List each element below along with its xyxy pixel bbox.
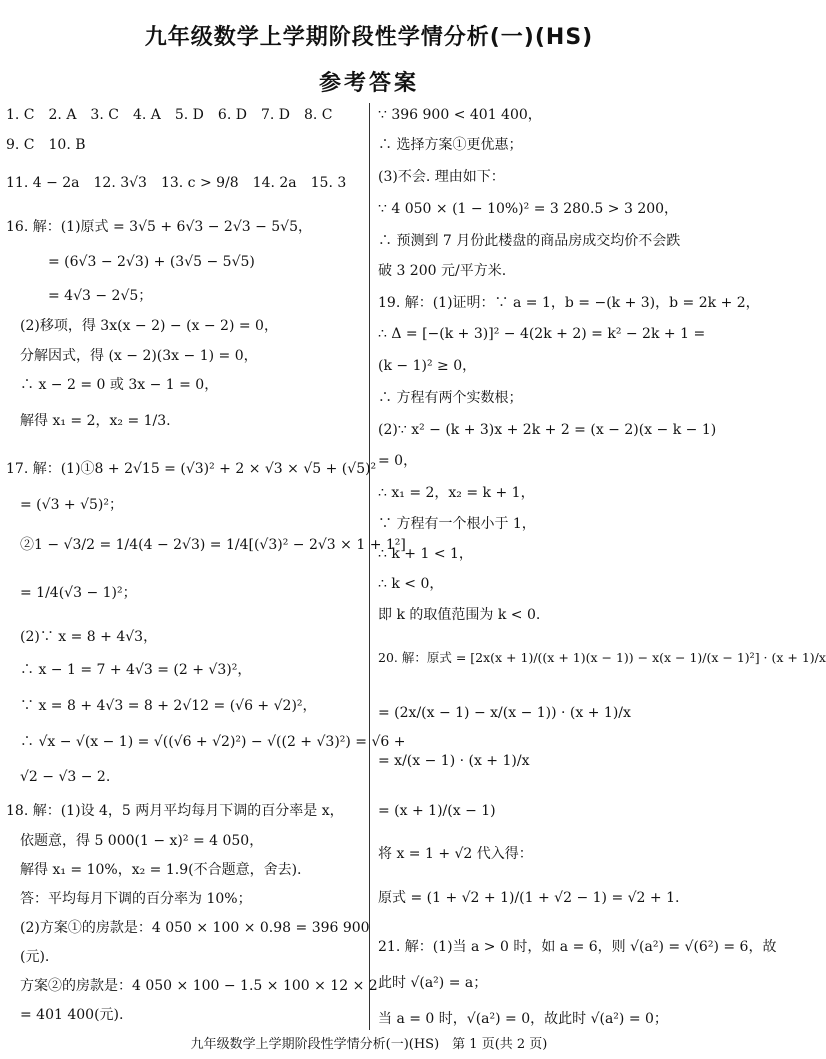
answer-line: 17. 解：(1)①8 + 2√15 = (√3)² + 2 × √3 × √5 + (√5)²: [6, 461, 377, 477]
answer-line: 原式 = (1 + √2 + 1)/(1 + √2 − 1) = √2 + 1.: [378, 890, 680, 906]
answer-line: 1. C 2. A 3. C 4. A 5. D 6. D 7. D 8. C: [6, 107, 333, 123]
answer-line: = 1/4(√3 − 1)²；: [6, 585, 137, 601]
answer-line: 解得 x₁ = 10%，x₂ = 1.9(不合题意，舍去).: [6, 862, 302, 878]
answer-line: 分解因式，得 (x − 2)(3x − 1) = 0，: [6, 348, 258, 364]
answer-line: 9. C 10. B: [6, 137, 86, 153]
answer-line: 20. 解：原式 = [2x(x + 1)/((x + 1)(x − 1)) − x(x − 1)/(x − 1)²] · (x + 1)/x: [378, 650, 826, 665]
answer-line: ∴ x − 1 = 7 + 4√3 = (2 + √3)²，: [6, 662, 252, 678]
answer-line: (k − 1)² ≥ 0，: [378, 358, 477, 374]
answer-line: ∵ x = 8 + 4√3 = 8 + 2√12 = (√6 + √2)²，: [6, 698, 317, 714]
answer-line: ∴ x − 2 = 0 或 3x − 1 = 0，: [6, 377, 219, 393]
answer-line: 解得 x₁ = 2，x₂ = 1/3.: [6, 413, 171, 429]
answer-line: 11. 4 − 2a 12. 3√3 13. c > 9/8 14. 2a 15. 3: [6, 175, 347, 191]
answer-line: ∵ 方程有一个根小于 1，: [378, 516, 536, 532]
answer-line: = (2x/(x − 1) − x/(x − 1)) · (x + 1)/x: [378, 705, 631, 721]
answer-line: ∵ 4 050 × (1 − 10%)² = 3 280.5 > 3 200，: [378, 201, 679, 217]
answer-line: = x/(x − 1) · (x + 1)/x: [378, 753, 530, 769]
answer-line: 答：平均每月下调的百分率为 10%；: [6, 891, 252, 907]
answer-line: ∴ k + 1 < 1，: [378, 546, 473, 562]
answer-line: ②1 − √3/2 = 1/4(4 − 2√3) = 1/4[(√3)² − 2√3 × 1 + 1²]: [6, 537, 406, 553]
answer-line: √2 − √3 − 2.: [6, 769, 111, 785]
answer-line: (2)方案①的房款是：4 050 × 100 × 0.98 = 396 900: [6, 920, 370, 936]
answer-line: = (x + 1)/(x − 1): [378, 803, 496, 819]
answer-line: = (6√3 − 2√3) + (3√5 − 5√5): [6, 254, 255, 270]
answer-line: ∵ 396 900 < 401 400，: [378, 107, 542, 123]
answer-line: 方案②的房款是：4 050 × 100 − 1.5 × 100 × 12 × 2: [6, 978, 378, 994]
answer-line: 即 k 的取值范围为 k < 0.: [378, 607, 541, 623]
answer-line: (元).: [6, 949, 50, 965]
answer-line: = 401 400(元).: [6, 1007, 124, 1023]
answer-line: (2)∵ x = 8 + 4√3，: [6, 629, 158, 645]
answer-line: ∴ x₁ = 2，x₂ = k + 1，: [378, 485, 535, 501]
answer-line: ∴ Δ = [−(k + 3)]² − 4(2k + 2) = k² − 2k + 1 =: [378, 326, 706, 342]
answer-line: 依题意，得 5 000(1 − x)² = 4 050，: [6, 833, 264, 849]
answer-line: (2)∵ x² − (k + 3)x + 2k + 2 = (x − 2)(x − k − 1): [378, 422, 717, 438]
answer-line: 18. 解：(1)设 4，5 两月平均每月下调的百分率是 x，: [6, 803, 344, 819]
answer-line: ∴ 选择方案①更优惠；: [378, 137, 523, 153]
answer-line: 19. 解：(1)证明：∵ a = 1，b = −(k + 3)，b = 2k + 2，: [378, 295, 760, 311]
page-title: 九年级数学上学期阶段性学情分析(一)(HS): [144, 25, 594, 50]
answer-line: 破 3 200 元/平方米.: [378, 263, 507, 279]
answer-line: = 0，: [378, 453, 418, 469]
answer-line: ∴ 方程有两个实数根；: [378, 390, 523, 406]
answer-line: 21. 解：(1)当 a > 0 时，如 a = 6，则 √(a²) = √(6²) = 6，故: [378, 939, 777, 955]
page-subtitle: 参考答案: [318, 71, 419, 96]
page-footer: 九年级数学上学期阶段性学情分析(一)(HS) 第 1 页(共 2 页): [190, 1037, 548, 1052]
answer-line: ∴ k < 0，: [378, 576, 444, 592]
answer-line: (2)移项，得 3x(x − 2) − (x − 2) = 0，: [6, 318, 278, 334]
answer-line: 当 a = 0 时，√(a²) = 0，故此时 √(a²) = 0；: [378, 1011, 668, 1027]
answer-line: = (√3 + √5)²；: [6, 497, 124, 513]
answer-line: 16. 解：(1)原式 = 3√5 + 6√3 − 2√3 − 5√5，: [6, 219, 313, 235]
answer-line: = 4√3 − 2√5；: [6, 288, 153, 304]
answer-line: ∴ 预测到 7 月份此楼盘的商品房成交均价不会跌: [378, 233, 681, 249]
answer-line: 此时 √(a²) = a；: [378, 975, 488, 991]
answer-line: 将 x = 1 + √2 代入得：: [378, 846, 533, 862]
answer-line: (3)不会. 理由如下：: [378, 169, 505, 185]
answer-line: ∴ √x − √(x − 1) = √((√6 + √2)²) − √((2 + √3)²) = √6 +: [6, 734, 406, 750]
column-divider: [369, 103, 370, 1030]
